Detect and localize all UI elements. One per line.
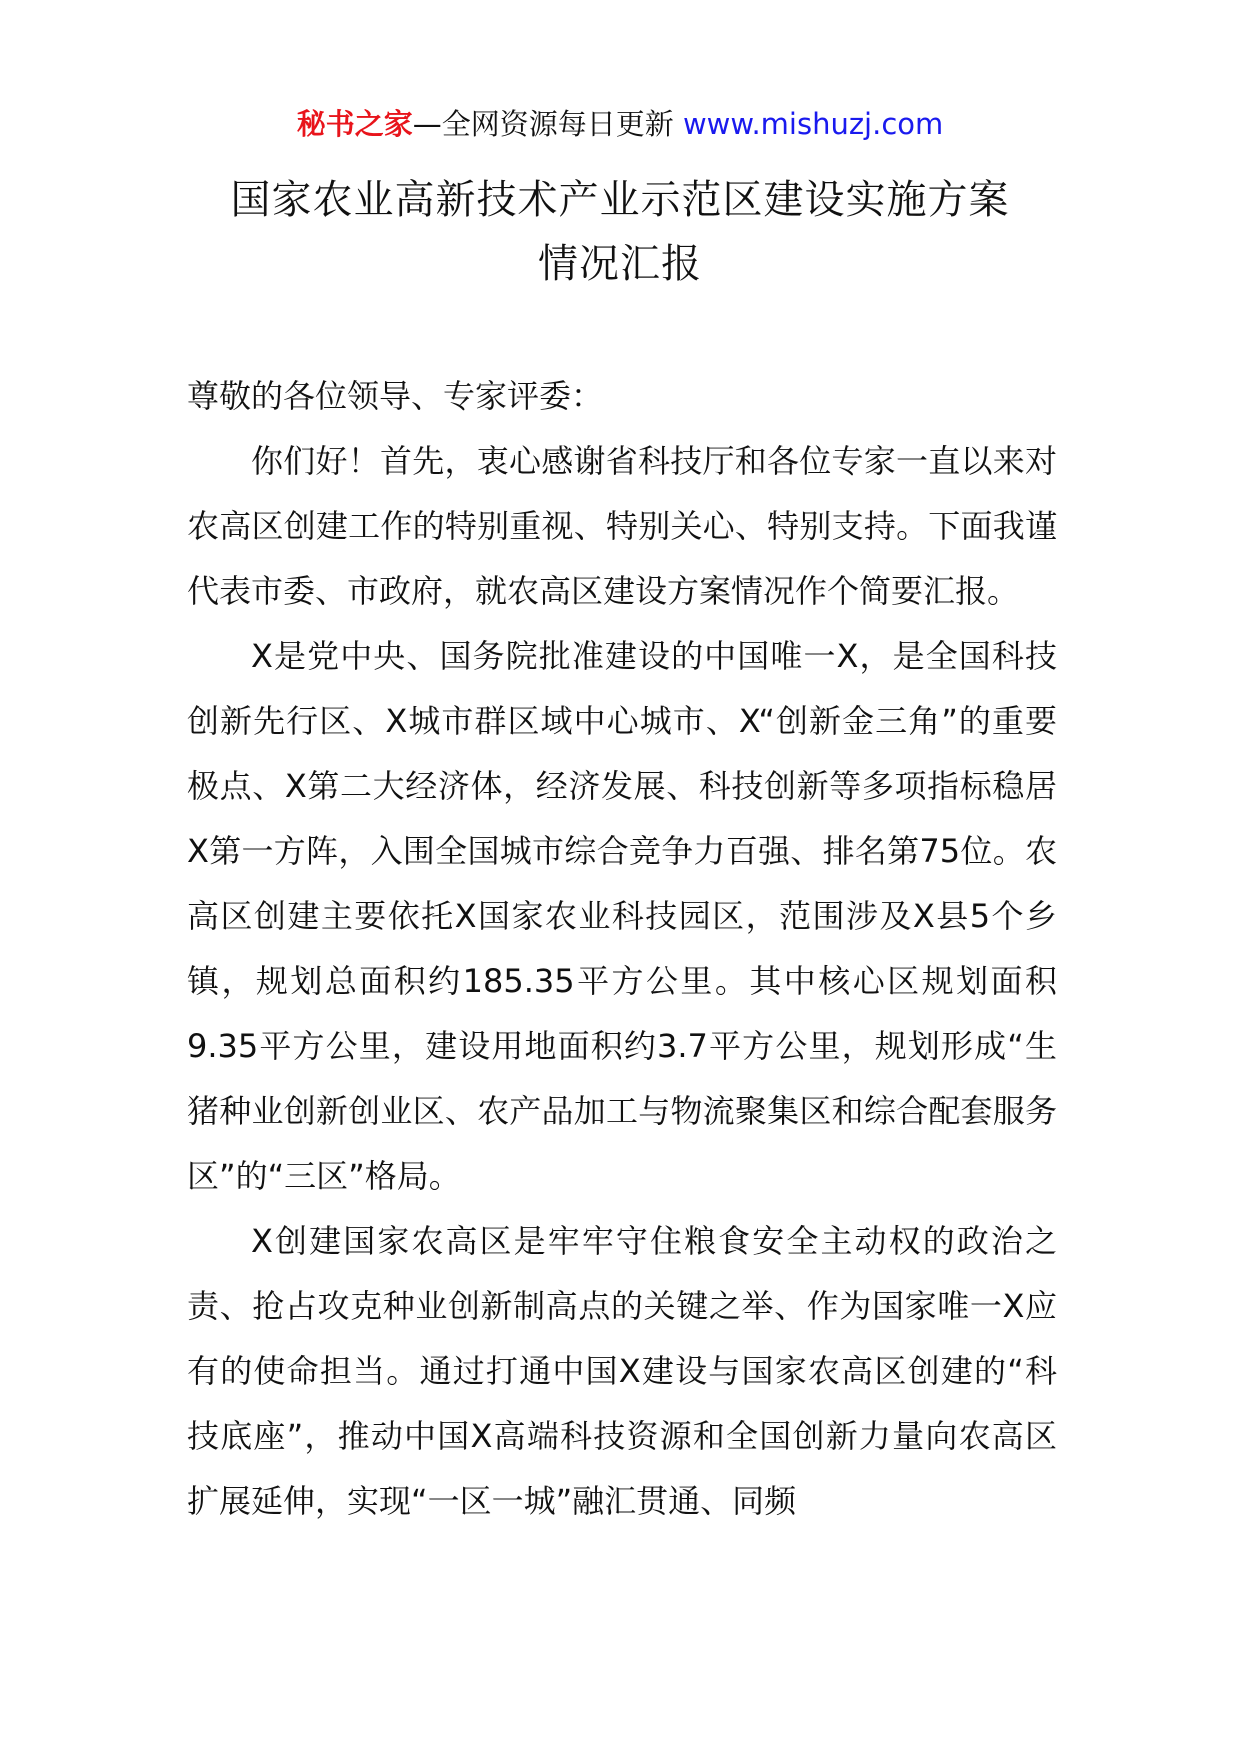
paragraph-1: 你们好！首先，衷心感谢省科技厅和各位专家一直以来对农高区创建工作的特别重视、特别关心、特别支持。下面我谨代表市委、市政府，就农高区建设方案情况作个简要汇报。	[187, 442, 1057, 610]
paragraph-2: X是党中央、国务院批准建设的中国唯一X，是全国科技创新先行区、X城市群区域中心城市、X“创新金三角”的重要极点、X第二大经济体，经济发展、科技创新等多项指标稳居X第一方阵，入围全国城市综合竞争力百强、排名第75位。农高区创建主要依托X国家农业科技园区，范围涉及X县5个乡镇，规划总面积约185.35平方公里。其中核心区规划面积9.35平方公里，建设用地面积约3.7平方公里，规划形成“生猪种业创新创业区、农产品加工与物流聚集区和综合配套服务区”的“三区”格局。	[187, 637, 1057, 1195]
header-tagline: —全网资源每日更新	[412, 107, 674, 141]
paragraph-3: X创建国家农高区是牢牢守住粮食安全主动权的政治之责、抢占攻克种业创新制高点的关键之举、作为国家唯一X应有的使命担当。通过打通中国X建设与国家农高区创建的“科技底座”，推动中国X高端科技资源和全国创新力量向农高区扩展延伸，实现“一区一城”融汇贯通、同频	[187, 1222, 1057, 1520]
document-title	[0, 168, 1240, 296]
site-header	[0, 104, 1240, 144]
site-url-link[interactable]: www.mishuzj.com	[682, 107, 944, 141]
greeting-line: 尊敬的各位领导、专家评委：	[187, 377, 604, 415]
brand-name: 秘书之家	[296, 107, 413, 141]
document-body	[187, 364, 1057, 1534]
title-line-2: 情况汇报	[538, 241, 702, 287]
title-line-1: 国家农业高新技术产业示范区建设实施方案	[230, 177, 1010, 223]
